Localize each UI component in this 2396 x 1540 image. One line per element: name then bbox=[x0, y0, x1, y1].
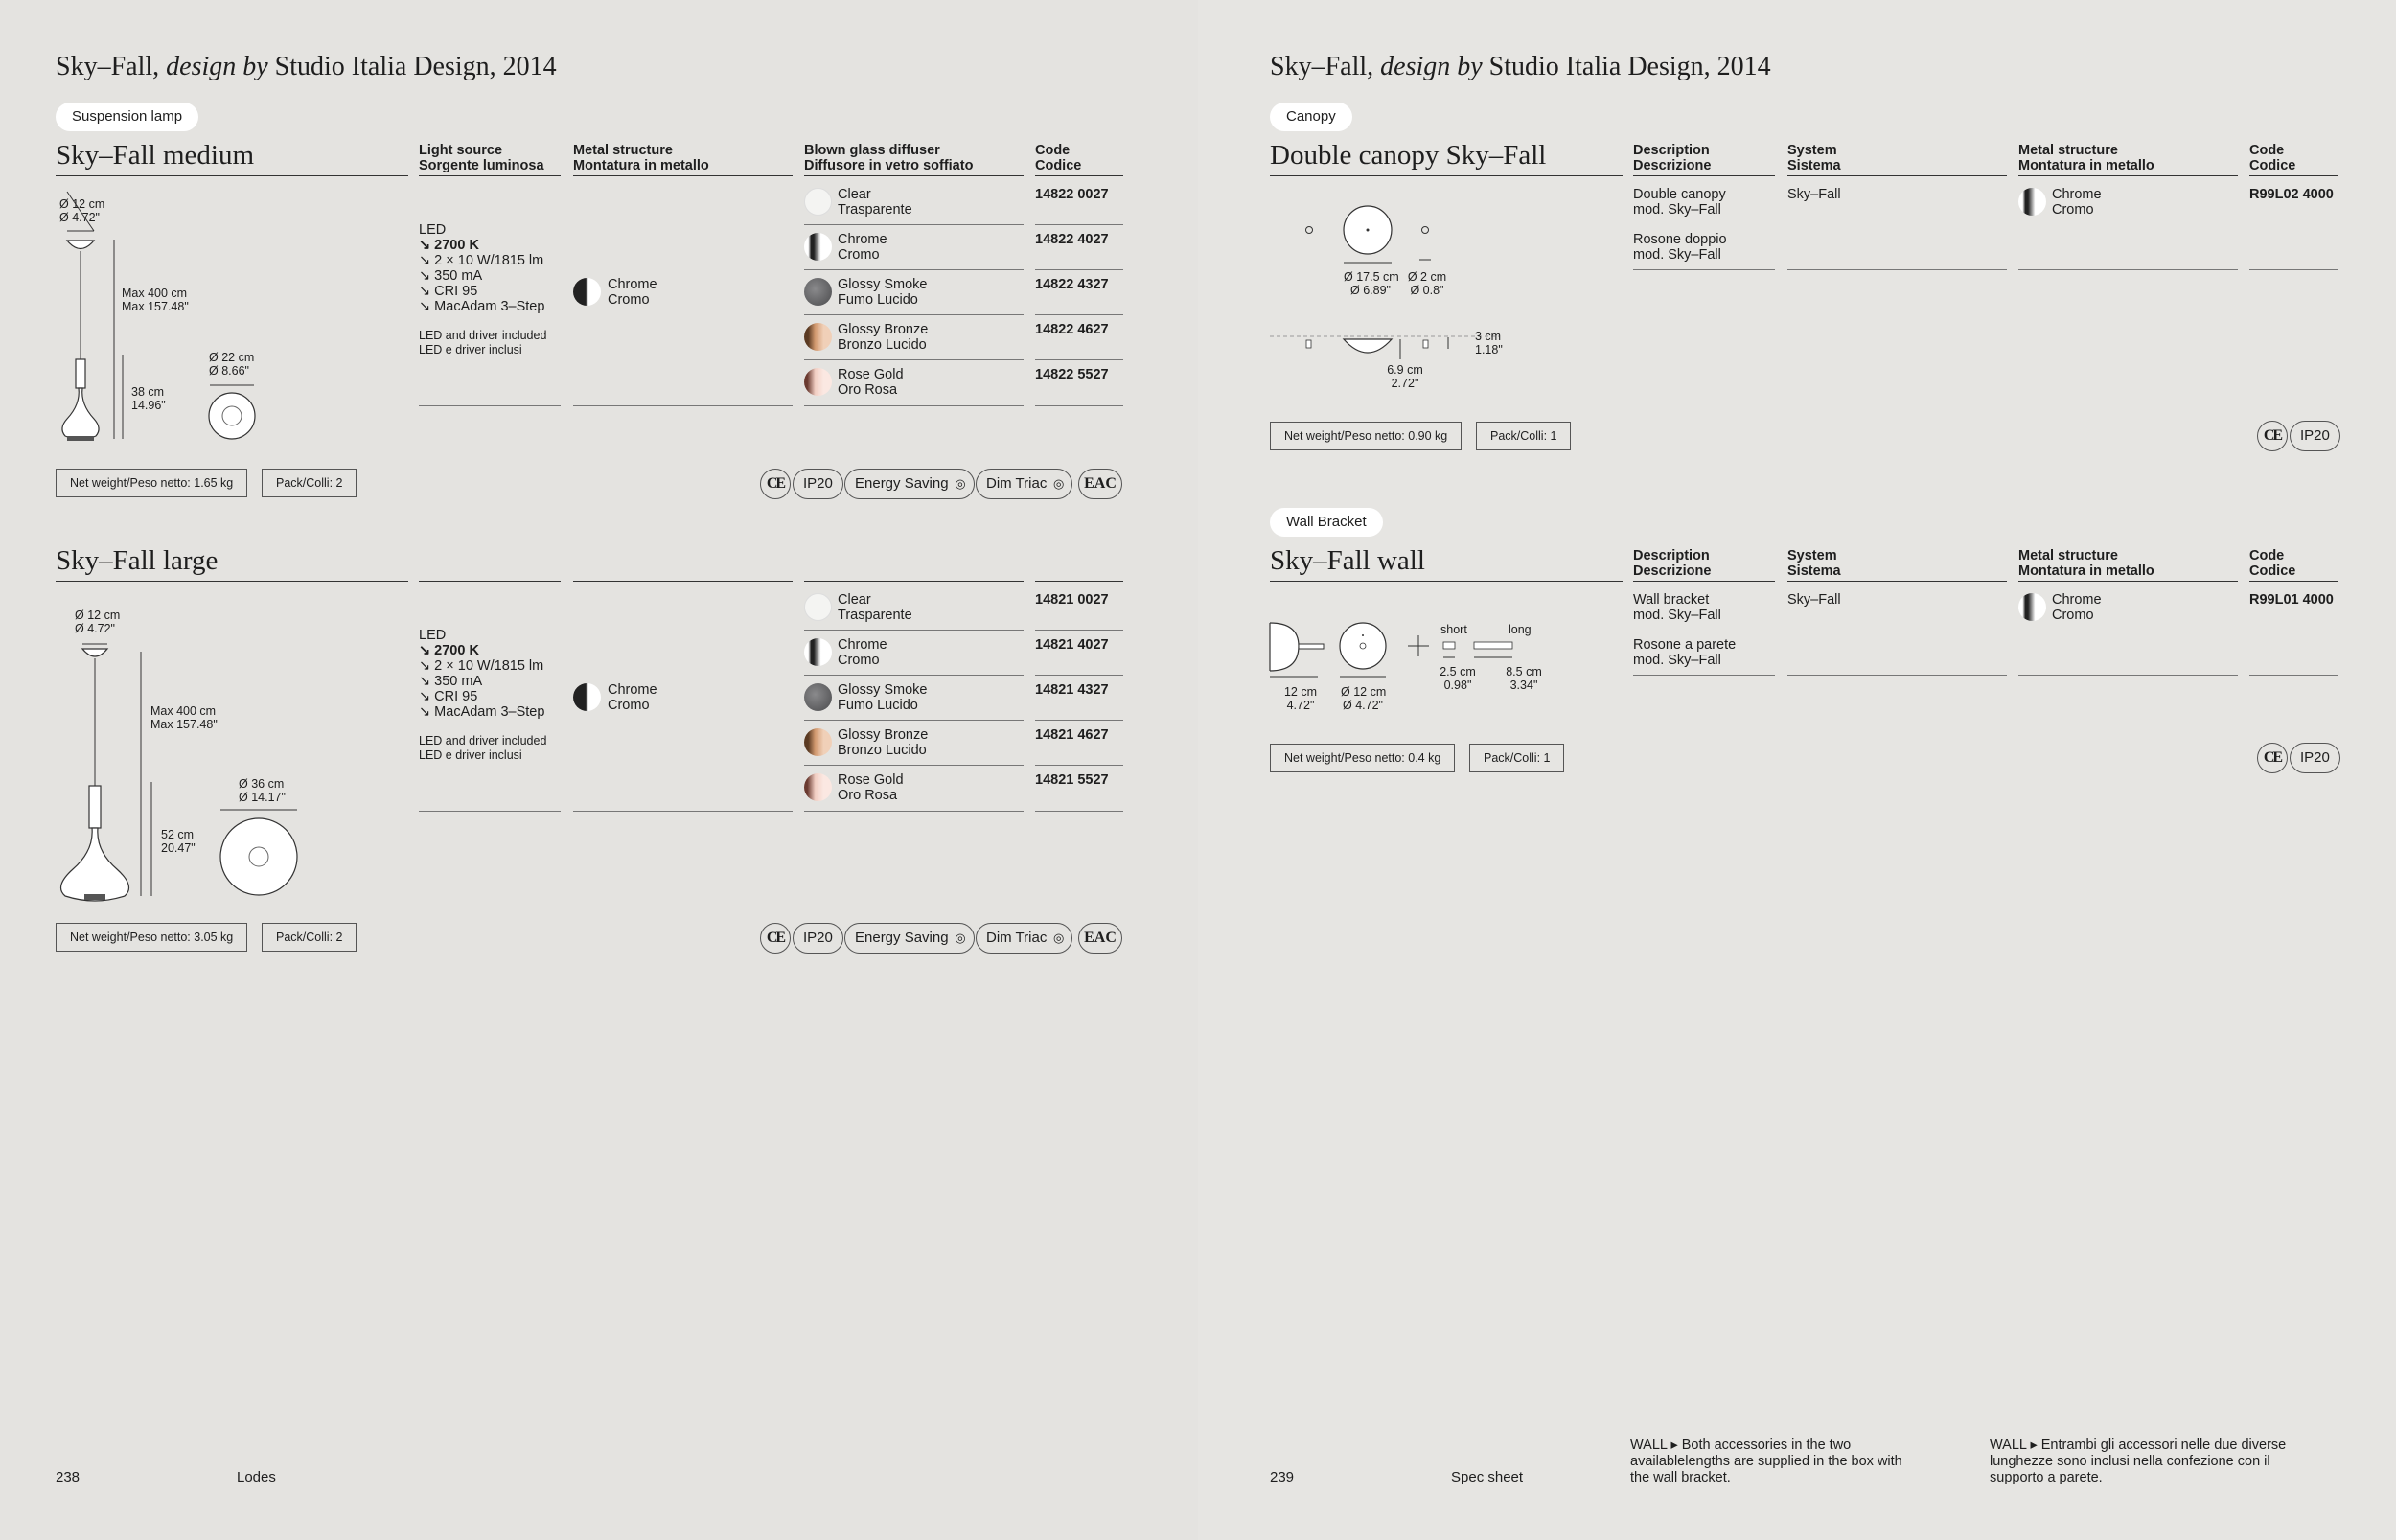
row-divider bbox=[804, 314, 1024, 315]
row-divider bbox=[1035, 405, 1123, 406]
column-rule bbox=[419, 811, 561, 812]
led-note: LED and driver included LED e driver inclusi bbox=[419, 329, 547, 356]
row-divider bbox=[1035, 359, 1123, 360]
row-divider bbox=[1035, 224, 1123, 225]
product-code: R99L01 4000 bbox=[2249, 592, 2334, 608]
category-pill: Canopy bbox=[1270, 103, 1352, 131]
column-rule bbox=[1787, 675, 2007, 676]
column-header-metal: Metal structure Montatura in metallo bbox=[573, 141, 793, 176]
column-header-diffuser: Blown glass diffuser Diffusore in vetro soffiato bbox=[804, 141, 1024, 176]
category-pill: Suspension lamp bbox=[56, 103, 198, 131]
product-name: Sky–Fall medium bbox=[56, 140, 408, 176]
dim-height: 38 cm 14.96" bbox=[131, 385, 166, 412]
chrome-swatch bbox=[573, 278, 601, 306]
row-divider bbox=[1035, 269, 1123, 270]
product-code: R99L02 4000 bbox=[2249, 187, 2334, 202]
led-note: LED and driver included LED e driver inclusi bbox=[419, 734, 547, 762]
description-text: Wall bracket mod. Sky–Fall bbox=[1633, 592, 1721, 623]
net-weight: Net weight/Peso netto: 3.05 kg bbox=[56, 923, 247, 952]
column-rule bbox=[1035, 546, 1123, 582]
column-rule bbox=[573, 546, 793, 582]
column-header-code: Code Codice bbox=[2249, 141, 2338, 176]
column-header-light-source: Light source Sorgente luminosa bbox=[419, 141, 561, 176]
dim-max-length: Max 400 cm Max 157.48" bbox=[150, 704, 218, 731]
product-code: 14822 0027 bbox=[1035, 187, 1109, 202]
dimmer-icon: ◎ bbox=[1053, 931, 1065, 945]
footnote-it: WALL ▸ Entrambi gli accessori nelle due diverse lunghezze sono inclusi nella confezione con il supporto a parete. bbox=[1990, 1437, 2287, 1485]
row-divider bbox=[804, 675, 1024, 676]
description-text-it: Rosone doppio mod. Sky–Fall bbox=[1633, 232, 1727, 263]
ce-mark: CE bbox=[760, 923, 791, 954]
lamp-drawing-large bbox=[56, 594, 324, 910]
eac-mark: EAC bbox=[1078, 923, 1122, 954]
column-header-code: Code Codice bbox=[2249, 546, 2338, 582]
metal-finish: Chrome Cromo bbox=[2052, 592, 2102, 623]
product-code: 14821 0027 bbox=[1035, 592, 1109, 608]
ip-rating-badge: IP20 bbox=[793, 469, 843, 499]
dim-triac-badge: Dim Triac ◎ bbox=[976, 923, 1072, 954]
dim-long: 8.5 cm 3.34" bbox=[1506, 665, 1542, 692]
net-weight: Net weight/Peso netto: 0.4 kg bbox=[1270, 744, 1455, 772]
product-code: 14821 4627 bbox=[1035, 727, 1109, 743]
product-code: 14822 4627 bbox=[1035, 322, 1109, 337]
light-source-text: LED ↘ 2700 K ↘ 2 × 10 W/1815 lm ↘ 350 mA ↘ CRI 95 ↘ MacAdam 3–Step bbox=[419, 222, 545, 314]
net-weight: Net weight/Peso netto: 1.65 kg bbox=[56, 469, 247, 497]
long-label: long bbox=[1509, 623, 1532, 636]
product-name: Double canopy Sky–Fall bbox=[1270, 140, 1623, 176]
page-number: 238 bbox=[56, 1469, 81, 1485]
dim-canopy: Ø 12 cm Ø 4.72" bbox=[59, 197, 105, 224]
chrome-swatch bbox=[2018, 593, 2046, 621]
net-weight: Net weight/Peso netto: 0.90 kg bbox=[1270, 422, 1462, 450]
ip-rating-badge: IP20 bbox=[2290, 743, 2340, 773]
row-divider bbox=[804, 765, 1024, 766]
description-text: Double canopy mod. Sky–Fall bbox=[1633, 187, 1726, 218]
light-source-text: LED ↘ 2700 K ↘ 2 × 10 W/1815 lm ↘ 350 mA ↘ CRI 95 ↘ MacAdam 3–Step bbox=[419, 628, 545, 720]
energy-saving-badge: Energy Saving ◎ bbox=[844, 469, 975, 499]
diffuser-finish: Rose Gold Oro Rosa bbox=[838, 367, 904, 398]
dim-bracket-length: 12 cm 4.72" bbox=[1283, 685, 1318, 712]
row-divider bbox=[804, 630, 1024, 631]
ce-mark: CE bbox=[760, 469, 791, 499]
dim-triac-badge: Dim Triac ◎ bbox=[976, 469, 1072, 499]
smoke-swatch bbox=[804, 278, 832, 306]
dim-diameter: Ø 22 cm Ø 8.66" bbox=[209, 351, 255, 378]
dim-max-length: Max 400 cm Max 157.48" bbox=[122, 287, 189, 313]
row-divider bbox=[804, 269, 1024, 270]
column-header-system: System Sistema bbox=[1787, 141, 2007, 176]
chrome-swatch bbox=[804, 638, 832, 666]
dim-diameter: Ø 36 cm Ø 14.17" bbox=[239, 777, 286, 804]
column-header-description: Description Descrizione bbox=[1633, 546, 1775, 582]
ce-mark: CE bbox=[2257, 421, 2288, 451]
column-rule bbox=[804, 546, 1024, 582]
dim-canopy: Ø 12 cm Ø 4.72" bbox=[75, 609, 121, 635]
row-divider bbox=[1035, 314, 1123, 315]
dim-canopy-depth: 6.9 cm 2.72" bbox=[1387, 363, 1423, 390]
row-divider bbox=[1035, 720, 1123, 721]
column-rule bbox=[419, 546, 561, 582]
page-title: Sky–Fall, design by Studio Italia Design, 2014 bbox=[1270, 52, 1771, 81]
diffuser-finish: Clear Trasparente bbox=[838, 592, 912, 623]
column-header-description: Description Descrizione bbox=[1633, 141, 1775, 176]
metal-finish: Chrome Cromo bbox=[608, 277, 657, 308]
pack-count: Pack/Colli: 2 bbox=[262, 923, 357, 952]
ip-rating-badge: IP20 bbox=[793, 923, 843, 954]
product-code: 14821 5527 bbox=[1035, 772, 1109, 788]
footer-section: Spec sheet bbox=[1451, 1469, 1524, 1485]
clear-swatch bbox=[804, 188, 832, 216]
eac-mark: EAC bbox=[1078, 469, 1122, 499]
page-title: Sky–Fall, design by Studio Italia Design, 2014 bbox=[56, 52, 557, 81]
clear-swatch bbox=[804, 593, 832, 621]
column-rule bbox=[2249, 269, 2338, 270]
chrome-swatch bbox=[804, 233, 832, 261]
pack-count: Pack/Colli: 2 bbox=[262, 469, 357, 497]
bronze-swatch bbox=[804, 728, 832, 756]
footnote-en: WALL ▸ Both accessories in the two availablelengths are supplied in the box with the wall bracket. bbox=[1630, 1437, 1902, 1485]
product-code: 14821 4327 bbox=[1035, 682, 1109, 698]
column-header-metal: Metal structure Montatura in metallo bbox=[2018, 546, 2238, 582]
column-rule bbox=[1633, 269, 1775, 270]
diffuser-finish: Clear Trasparente bbox=[838, 187, 912, 218]
dim-canopy-height: 3 cm 1.18" bbox=[1475, 330, 1503, 356]
product-code: 14822 5527 bbox=[1035, 367, 1109, 382]
footer-brand: Lodes bbox=[237, 1469, 276, 1485]
page-number: 239 bbox=[1270, 1469, 1295, 1485]
column-header-metal: Metal structure Montatura in metallo bbox=[2018, 141, 2238, 176]
column-rule bbox=[419, 405, 561, 406]
bronze-swatch bbox=[804, 323, 832, 351]
lamp-drawing-medium bbox=[56, 192, 286, 450]
row-divider bbox=[1035, 630, 1123, 631]
chrome-swatch bbox=[2018, 188, 2046, 216]
product-code: 14822 4327 bbox=[1035, 277, 1109, 292]
column-rule bbox=[2249, 675, 2338, 676]
diffuser-finish: Rose Gold Oro Rosa bbox=[838, 772, 904, 803]
diffuser-finish: Glossy Bronze Bronzo Lucido bbox=[838, 727, 929, 758]
diffuser-finish: Chrome Cromo bbox=[838, 637, 887, 668]
chrome-swatch bbox=[573, 683, 601, 711]
row-divider bbox=[804, 720, 1024, 721]
energy-saving-badge: Energy Saving ◎ bbox=[844, 923, 975, 954]
row-divider bbox=[1035, 675, 1123, 676]
pack-count: Pack/Colli: 1 bbox=[1469, 744, 1564, 772]
dimmer-icon: ◎ bbox=[1053, 476, 1065, 491]
row-divider bbox=[1035, 765, 1123, 766]
column-header-system: System Sistema bbox=[1787, 546, 2007, 582]
diffuser-finish: Glossy Smoke Fumo Lucido bbox=[838, 682, 928, 713]
row-divider bbox=[1035, 811, 1123, 812]
row-divider bbox=[804, 224, 1024, 225]
system-text: Sky–Fall bbox=[1787, 187, 1841, 202]
dim-height: 52 cm 20.47" bbox=[161, 828, 196, 855]
product-name: Sky–Fall wall bbox=[1270, 545, 1623, 582]
row-divider bbox=[804, 405, 1024, 406]
column-header-code: Code Codice bbox=[1035, 141, 1123, 176]
bulb-icon: ◎ bbox=[955, 931, 966, 945]
dim-bracket-diameter: Ø 12 cm Ø 4.72" bbox=[1341, 685, 1387, 712]
diffuser-finish: Chrome Cromo bbox=[838, 232, 887, 263]
rose-gold-swatch bbox=[804, 773, 832, 801]
bulb-icon: ◎ bbox=[955, 476, 966, 491]
smoke-swatch bbox=[804, 683, 832, 711]
description-text-it: Rosone a parete mod. Sky–Fall bbox=[1633, 637, 1737, 668]
metal-finish: Chrome Cromo bbox=[2052, 187, 2102, 218]
short-label: short bbox=[1440, 623, 1467, 636]
pack-count: Pack/Colli: 1 bbox=[1476, 422, 1571, 450]
right-page bbox=[1198, 0, 2396, 1540]
ce-mark: CE bbox=[2257, 743, 2288, 773]
dim-short: 2.5 cm 0.98" bbox=[1440, 665, 1476, 692]
column-rule bbox=[573, 405, 793, 406]
rose-gold-swatch bbox=[804, 368, 832, 396]
dim-hole-diameter: Ø 2 cm Ø 0.8" bbox=[1407, 270, 1447, 297]
row-divider bbox=[804, 359, 1024, 360]
product-code: 14821 4027 bbox=[1035, 637, 1109, 653]
system-text: Sky–Fall bbox=[1787, 592, 1841, 608]
product-code: 14822 4027 bbox=[1035, 232, 1109, 247]
diffuser-finish: Glossy Smoke Fumo Lucido bbox=[838, 277, 928, 308]
diffuser-finish: Glossy Bronze Bronzo Lucido bbox=[838, 322, 929, 353]
column-rule bbox=[573, 811, 793, 812]
column-rule bbox=[1787, 269, 2007, 270]
column-rule bbox=[1633, 675, 1775, 676]
column-rule bbox=[2018, 269, 2238, 270]
metal-finish: Chrome Cromo bbox=[608, 682, 657, 713]
ip-rating-badge: IP20 bbox=[2290, 421, 2340, 451]
product-name: Sky–Fall large bbox=[56, 545, 408, 582]
column-rule bbox=[2018, 675, 2238, 676]
category-pill: Wall Bracket bbox=[1270, 508, 1383, 537]
row-divider bbox=[804, 811, 1024, 812]
dim-canopy-diameter: Ø 17.5 cm Ø 6.89" bbox=[1344, 270, 1399, 297]
